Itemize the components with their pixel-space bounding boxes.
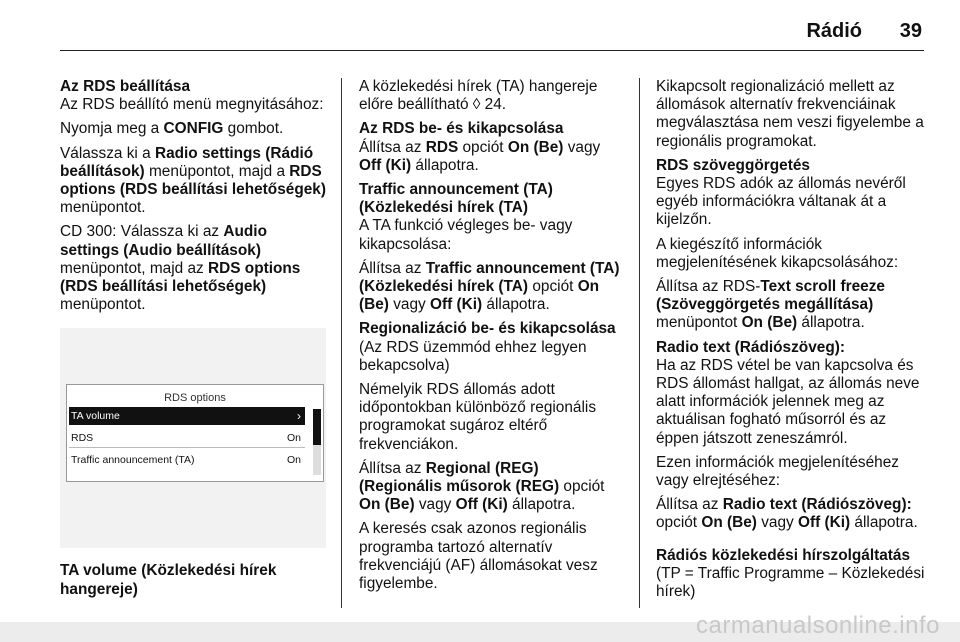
page-header bbox=[60, 18, 924, 51]
paragraph: Válassza ki a Radio settings (Rádió beállítások) menüpontot, majd a RDS options (RDS beállítási lehetőségek) menüpontot. bbox=[60, 144, 326, 217]
screen-title: RDS options bbox=[164, 392, 226, 405]
paragraph: Állítsa az Traffic announcement (TA) (Közlekedési hírek (TA) opciót On (Be) vagy Off (Ki) állapotra. bbox=[359, 259, 620, 314]
chevron-right-icon: › bbox=[297, 409, 301, 424]
paragraph: Némelyik RDS állomás adott időpontokban különböző regionális programokat sugároz eltérő frekvenciákon. bbox=[359, 381, 597, 453]
column-divider bbox=[639, 78, 640, 608]
paragraph: Az RDS beállító menü megnyitásához: bbox=[60, 96, 324, 114]
paragraph: Kikapcsolt regionalizáció mellett az állomások alternatív frekvenciáinak megválasztása nem veszi figyelembe a regionális programokat. bbox=[656, 78, 924, 150]
paragraph: (Az RDS üzemmód ehhez legyen bekapcsolva) bbox=[359, 338, 587, 374]
column-3 bbox=[656, 78, 928, 607]
paragraph: Állítsa az RDS-Text scroll freeze (Szöveggörgetés megállítása) menüpontot On (Be) állapotra. bbox=[656, 278, 885, 332]
menu-item-traffic-announcement[interactable]: Traffic announcement (TA) On bbox=[71, 454, 301, 467]
paragraph: A TA funkció végleges be- vagy kikapcsolása: bbox=[359, 217, 573, 253]
column-divider bbox=[341, 78, 342, 608]
page-title: Rádió bbox=[806, 20, 862, 42]
paragraph: A keresés csak azonos regionális programba tartozó alternatív frekvenciájú (AF) állomásokat vesz figyelembe. bbox=[359, 520, 598, 593]
column-2 bbox=[359, 78, 625, 599]
menu-item-ta-volume[interactable]: TA volume › bbox=[69, 407, 305, 425]
rds-options-screen bbox=[66, 384, 324, 482]
footer bbox=[0, 612, 960, 642]
rds-options-figure bbox=[60, 328, 326, 548]
column-1 bbox=[60, 78, 326, 599]
section-heading: Az RDS be- és kikapcsolása bbox=[359, 120, 564, 138]
paragraph: A közlekedési hírek (TA) hangereje előre beállítható ◊ 24. bbox=[359, 78, 598, 114]
paragraph: Nyomja meg a CONFIG gombot. bbox=[60, 120, 284, 138]
section-heading: RDS szöveggörgetés bbox=[656, 156, 810, 174]
section-heading: Traffic announcement (TA) (Közlekedési hírek (TA) bbox=[359, 181, 553, 217]
paragraph: Egyes RDS adók az állomás nevéről egyéb információkra váltanak át a kijelzőn. bbox=[656, 175, 906, 229]
page-number: 39 bbox=[899, 20, 922, 42]
scrollbar-thumb[interactable] bbox=[313, 409, 321, 445]
paragraph: Állítsa az RDS opciót On (Be) vagy Off (Ki) állapotra. bbox=[359, 138, 601, 174]
paragraph: Ezen információk megjelenítéséhez vagy elrejtéséhez: bbox=[656, 453, 899, 490]
paragraph: CD 300: Válassza ki az Audio settings (Audio beállítások) menüpontot, majd az RDS options (RDS beállítási lehetőségek) menüpontot. bbox=[60, 223, 301, 314]
section-heading: Rádiós közlekedési hírszolgáltatás bbox=[656, 546, 911, 564]
paragraph: Állítsa az Radio text (Rádiószöveg): opciót On (Be) vagy Off (Ki) állapotra. bbox=[656, 496, 918, 532]
paragraph: Állítsa az Regional (REG) (Regionális műsorok (REG) opciót On (Be) vagy Off (Ki) állapotra. bbox=[359, 459, 605, 514]
menu-item-rds[interactable]: RDS On bbox=[69, 429, 305, 448]
section-heading: Az RDS beállítása bbox=[60, 78, 191, 95]
scrollbar[interactable] bbox=[313, 409, 321, 475]
watermark: carmanualsonline.info bbox=[696, 612, 940, 639]
section-heading: Regionalizáció be- és kikapcsolása bbox=[359, 320, 616, 338]
paragraph: (TP = Traffic Programme – Közlekedési hírek) bbox=[656, 564, 925, 601]
paragraph: A kiegészítő információk megjelenítésének kikapcsolásához: bbox=[656, 235, 899, 271]
section-heading: TA volume (Közlekedési hírek hangereje) bbox=[60, 562, 277, 598]
paragraph: Ha az RDS vétel be van kapcsolva és RDS állomást hallgat, az állomás neve alatt információk jelennek meg az aktuálisan fogható műsorról és az éppen játszott zeneszámról. bbox=[656, 356, 920, 447]
section-heading: Radio text (Rádiószöveg): bbox=[656, 338, 845, 356]
